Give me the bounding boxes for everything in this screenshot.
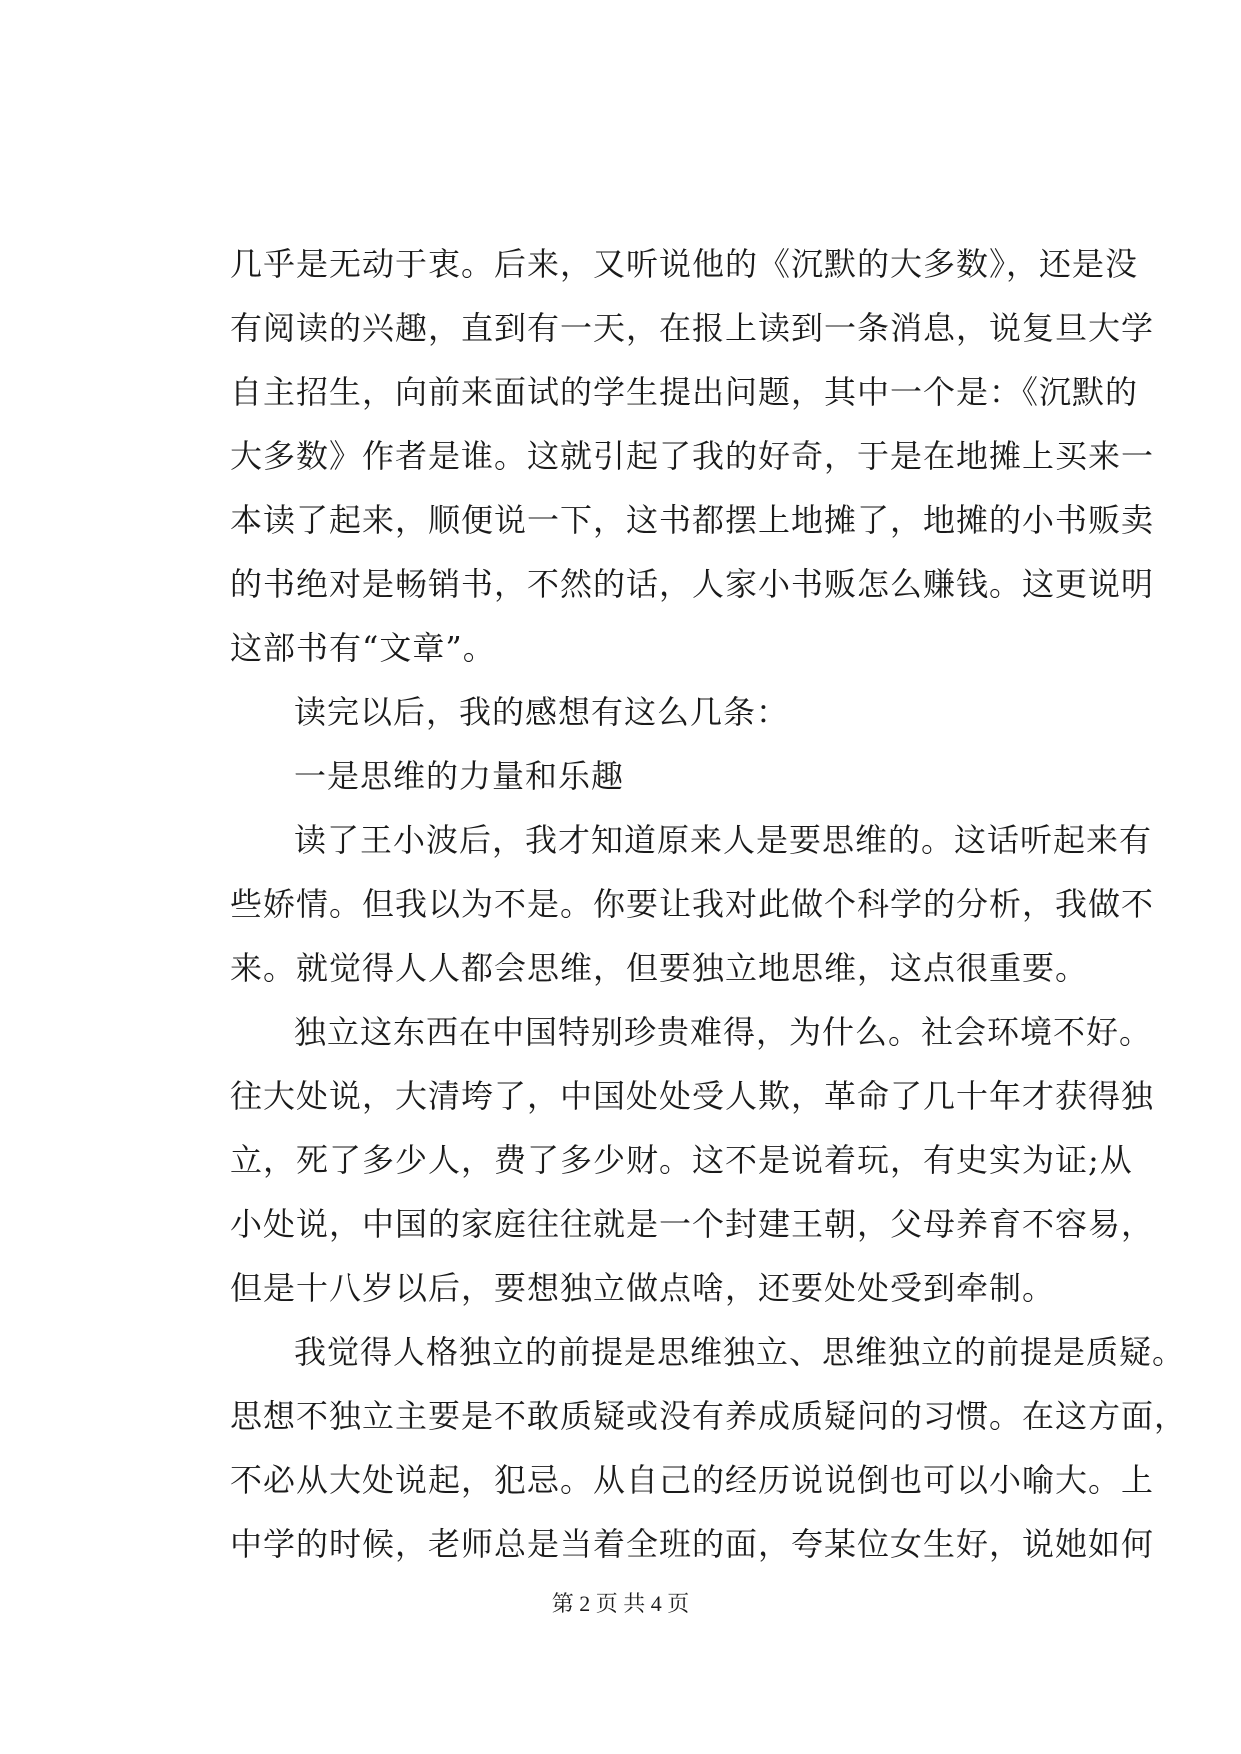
text-line: 读完以后，我的感想有这么几条： xyxy=(294,693,790,731)
text-line: 我觉得人格独立的前提是思维独立、思维独立的前提是质疑。 xyxy=(294,1333,1186,1371)
text-line: 中学的时候，老师总是当着全班的面，夸某位女生好，说她如何 xyxy=(230,1525,1155,1563)
text-line: 读了王小波后，我才知道原来人是要思维的。这话听起来有 xyxy=(294,821,1153,859)
page-number-footer: 第 2 页 共 4 页 xyxy=(551,1591,690,1616)
text-line: 小处说，中国的家庭往往就是一个封建王朝，父母养育不容易， xyxy=(230,1205,1155,1243)
text-line: 来。就觉得人人都会思维，但要独立地思维，这点很重要。 xyxy=(230,949,1089,987)
text-line: 往大处说，大清垮了，中国处处受人欺，革命了几十年才获得独 xyxy=(230,1077,1155,1115)
text-line: 的书绝对是畅销书，不然的话，人家小书贩怎么赚钱。这更说明 xyxy=(230,565,1155,603)
text-line: 几乎是无动于衷。后来，又听说他的《沉默的大多数》，还是没 xyxy=(230,245,1139,283)
text-line: 大多数》作者是谁。这就引起了我的好奇，于是在地摊上买来一 xyxy=(230,437,1155,475)
text-line: 这部书有“文章”。 xyxy=(230,629,496,667)
text-line: 独立这东西在中国特别珍贵难得，为什么。社会环境不好。 xyxy=(294,1013,1153,1051)
body-text xyxy=(230,232,1188,1576)
text-line: 立，死了多少人，费了多少财。这不是说着玩，有史实为证;从 xyxy=(230,1141,1133,1179)
text-line: 有阅读的兴趣，直到有一天，在报上读到一条消息，说复旦大学 xyxy=(230,309,1155,347)
text-line: 本读了起来，顺便说一下，这书都摆上地摊了，地摊的小书贩卖 xyxy=(230,501,1155,539)
section-heading: 一是思维的力量和乐趣 xyxy=(294,757,625,795)
text-line: 些娇情。但我以为不是。你要让我对此做个科学的分析，我做不 xyxy=(230,885,1155,923)
text-line: 但是十八岁以后，要想独立做点啥，还要处处受到牵制。 xyxy=(230,1269,1056,1307)
text-line: 不必从大处说起，犯忌。从自己的经历说说倒也可以小喻大。上 xyxy=(230,1461,1155,1499)
text-line: 自主招生，向前来面试的学生提出问题，其中一个是：《沉默的 xyxy=(230,373,1139,411)
text-line: 思想不独立主要是不敢质疑或没有养成质疑问的习惯。在这方面， xyxy=(230,1397,1188,1435)
